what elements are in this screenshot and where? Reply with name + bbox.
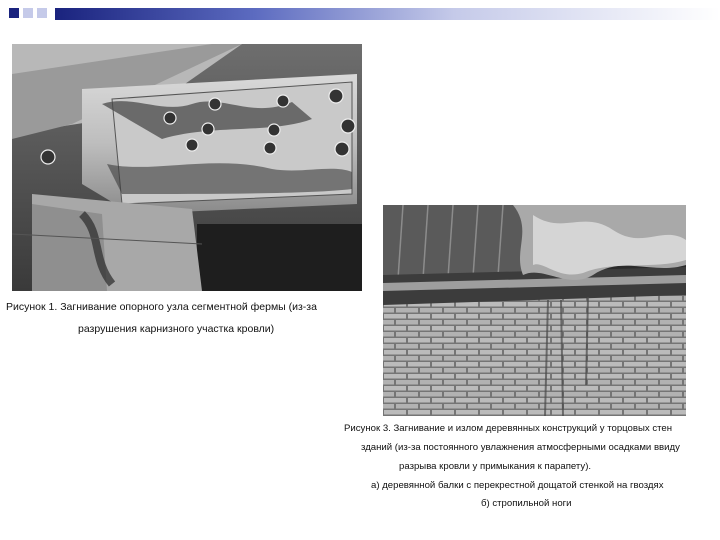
figure-3-caption-line-4: а) деревянной балки с перекрестной дощатой стенкой на гвоздях bbox=[371, 480, 664, 491]
figure-3-caption-line-2: зданий (из-за постоянного увлажнения атмосферными осадками ввиду bbox=[361, 442, 680, 453]
photo-truss-support-node bbox=[12, 44, 362, 291]
figure-3-caption-line-5: б) стропильной ноги bbox=[481, 498, 572, 509]
photo-3-illustration bbox=[383, 205, 686, 416]
figure-3-caption-line-1: Рисунок 3. Загнивание и излом деревянных конструкций у торцовых стен bbox=[344, 423, 673, 434]
top-decoration bbox=[0, 0, 720, 32]
figure-1-caption-line-2: разрушения карнизного участка кровли) bbox=[78, 323, 275, 335]
deco-square-light bbox=[23, 8, 33, 18]
figure-1-caption-line-1: Рисунок 1. Загнивание опорного узла сегментной фермы (из-за bbox=[6, 301, 317, 313]
deco-square-light bbox=[37, 8, 47, 18]
photo-end-wall-decay bbox=[383, 205, 686, 416]
deco-square-dark bbox=[9, 8, 19, 18]
photo-1-illustration bbox=[12, 44, 362, 291]
figure-3-caption-line-3: разрыва кровли у примыкания к парапету). bbox=[399, 461, 592, 472]
deco-gradient-bar bbox=[55, 8, 720, 20]
